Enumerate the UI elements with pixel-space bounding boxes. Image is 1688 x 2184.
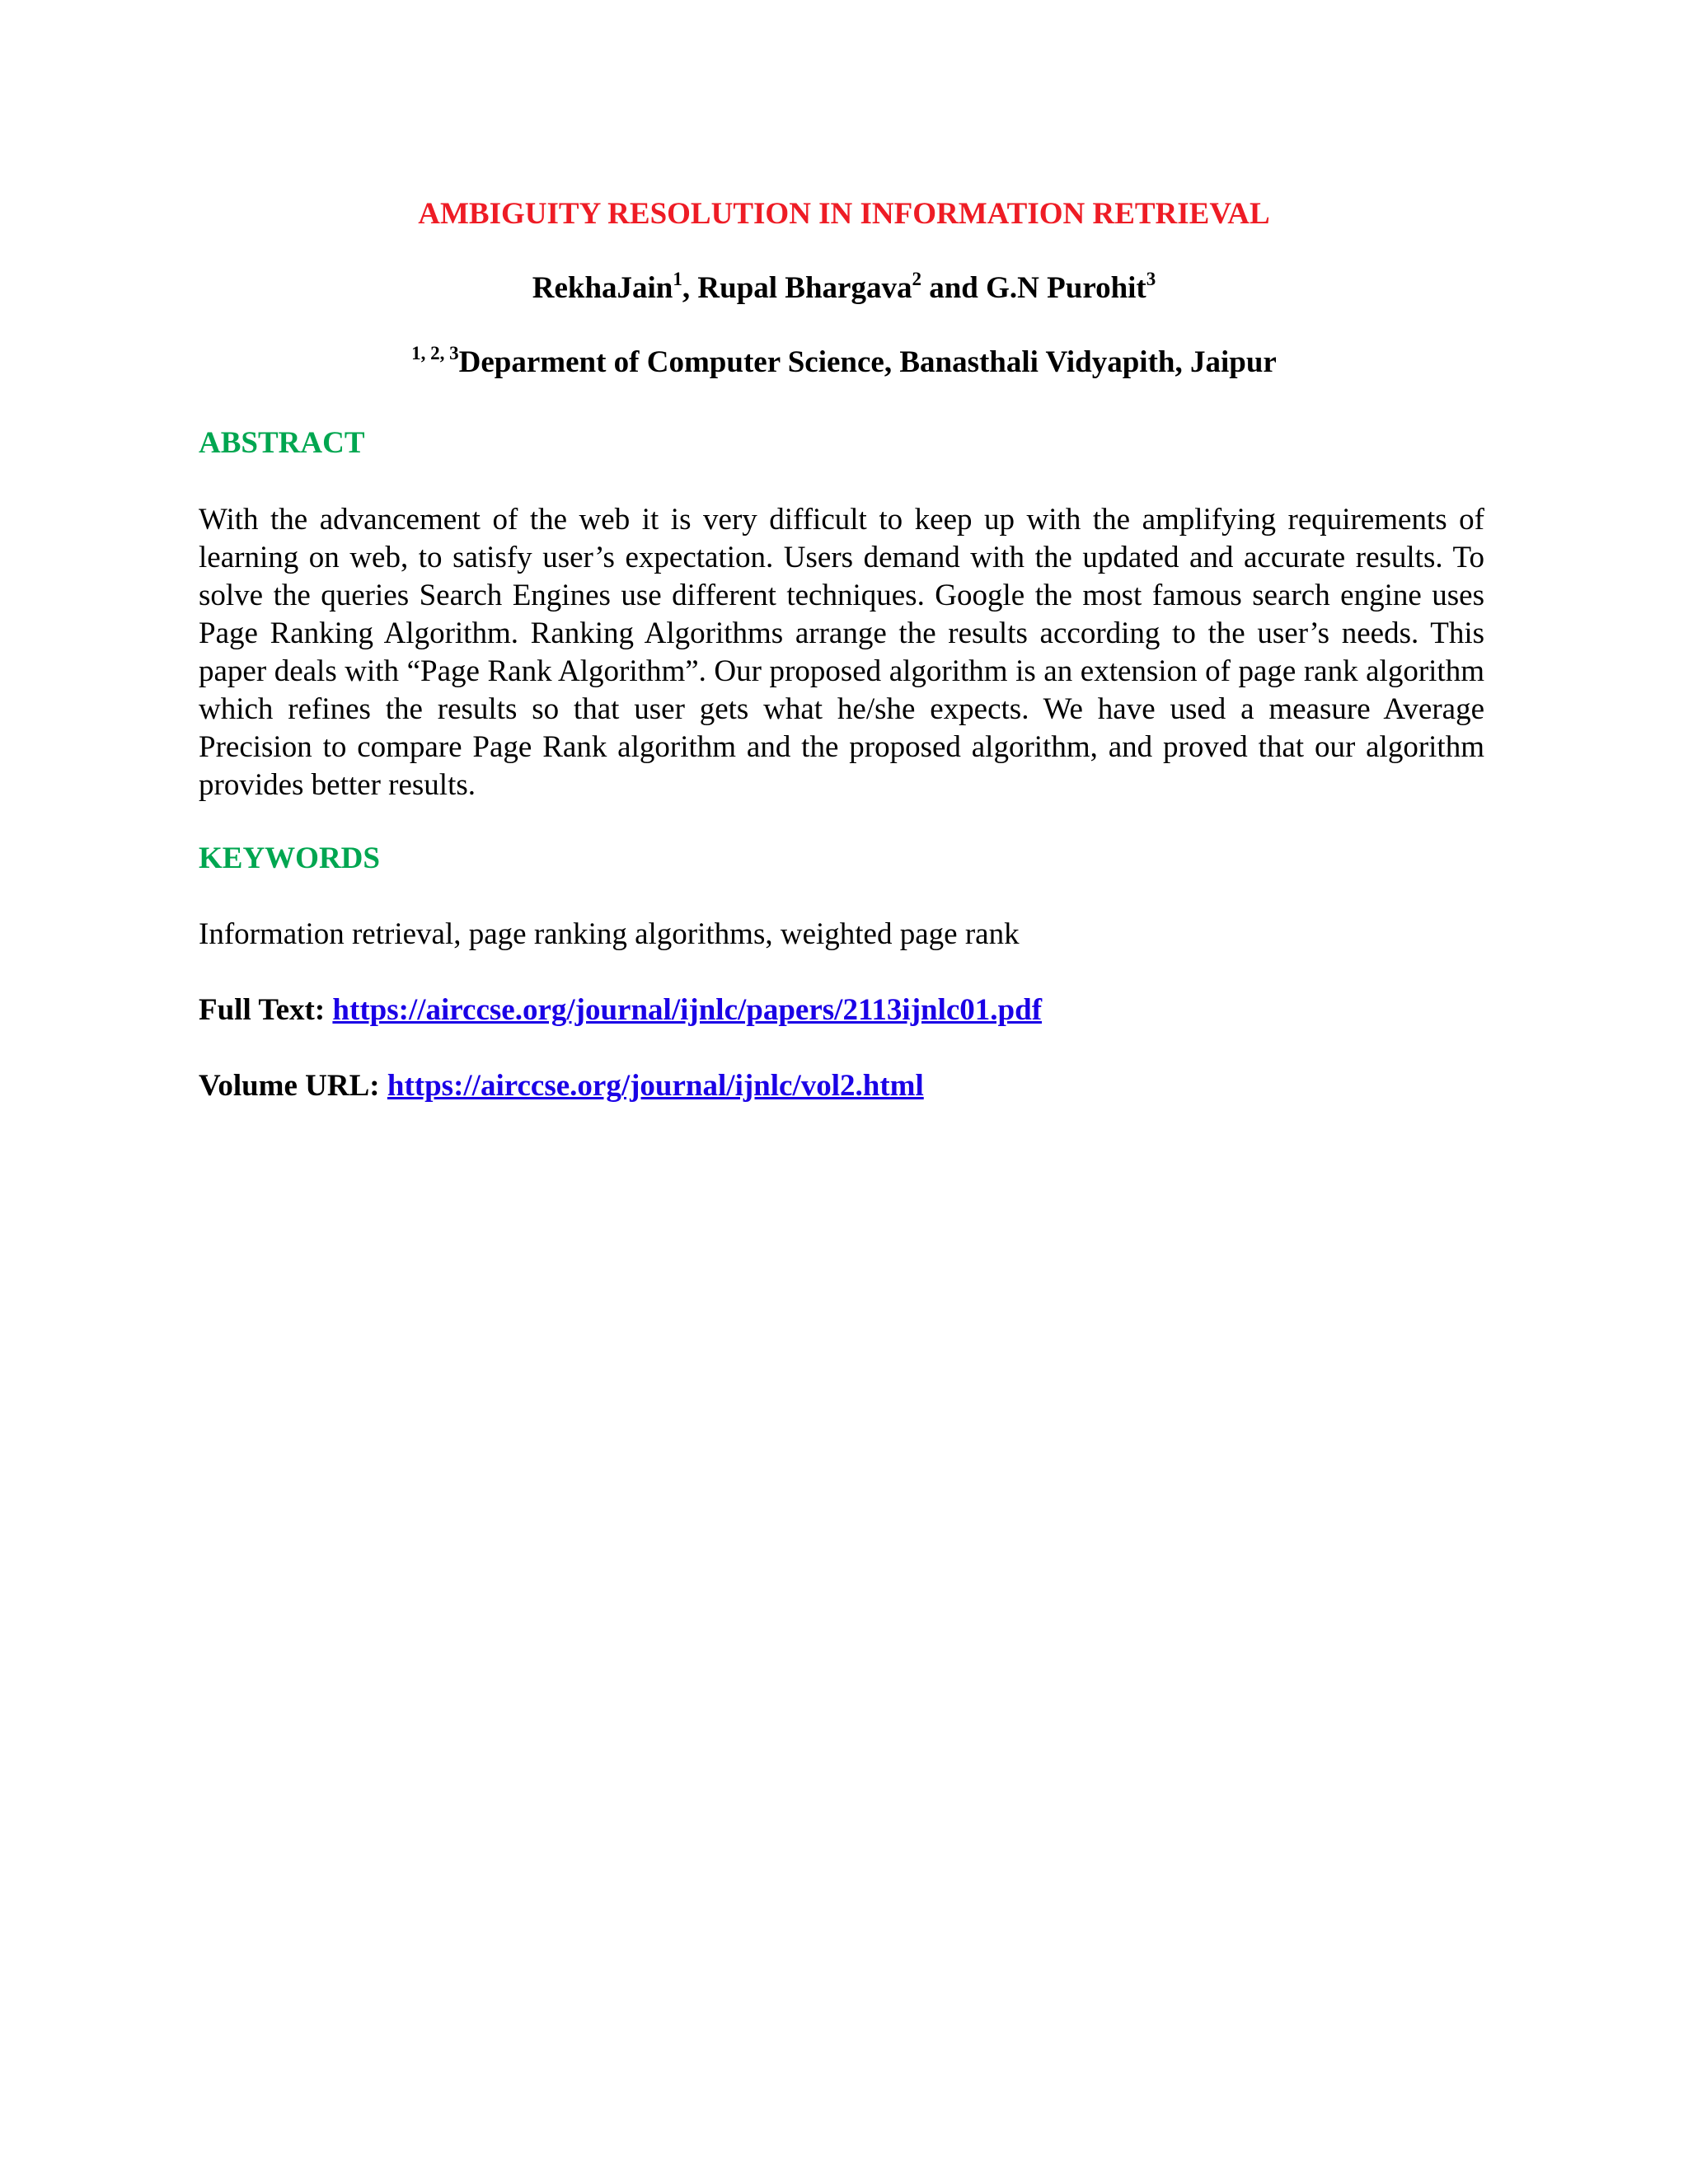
author-name-2: Rupal Bhargava	[697, 271, 912, 305]
volume-url-link[interactable]: https://airccse.org/journal/ijnlc/vol2.html	[387, 1069, 924, 1103]
keywords-body: Information retrieval, page ranking algorithms, weighted page rank	[199, 917, 1020, 951]
keywords-heading: KEYWORDS	[199, 841, 380, 875]
volume-url-line	[199, 1068, 924, 1104]
full-text-link[interactable]: https://airccse.org/journal/ijnlc/papers/2113ijnlc01.pdf	[332, 993, 1043, 1027]
author-line	[0, 270, 1688, 307]
author-name-3: G.N Purohit	[986, 271, 1146, 305]
author-sup-3: 3	[1146, 269, 1156, 289]
author-name-1: RekhaJain	[532, 271, 673, 305]
affiliation-text: Deparment of Computer Science, Banasthali Vidyapith, Jaipur	[458, 345, 1277, 379]
abstract-body: With the advancement of the web it is very difficult to keep up with the amplifying requirements of learning on web, to satisfy user’s expectation. Users demand with the updated and accurate results. To solve the queries Search Engines use different techniques. Google the most famous search engine uses Page Ranking Algorithm. Ranking Algorithms arrange the results according to the user’s needs. This paper deals with “Page Rank Algorithm”. Our proposed algorithm is an extension of page rank algorithm which refines the results so that user gets what he/she expects. We have used a measure Average Precision to compare Page Rank algorithm and the proposed algorithm, and proved that our algorithm provides better results.	[199, 503, 1484, 802]
author-separator-1: ,	[682, 271, 698, 305]
volume-url-label: Volume URL:	[199, 1069, 380, 1103]
full-text-label: Full Text:	[199, 993, 326, 1027]
author-sup-1: 1	[673, 269, 682, 289]
full-text-line	[199, 992, 1042, 1029]
affiliation-sup: 1, 2, 3	[411, 343, 459, 363]
author-separator-2: and	[921, 271, 987, 305]
author-sup-2: 2	[912, 269, 921, 289]
paper-title: AMBIGUITY RESOLUTION IN INFORMATION RETRIEVAL	[418, 197, 1270, 231]
abstract-heading: ABSTRACT	[199, 426, 365, 460]
affiliation-line	[0, 344, 1688, 381]
